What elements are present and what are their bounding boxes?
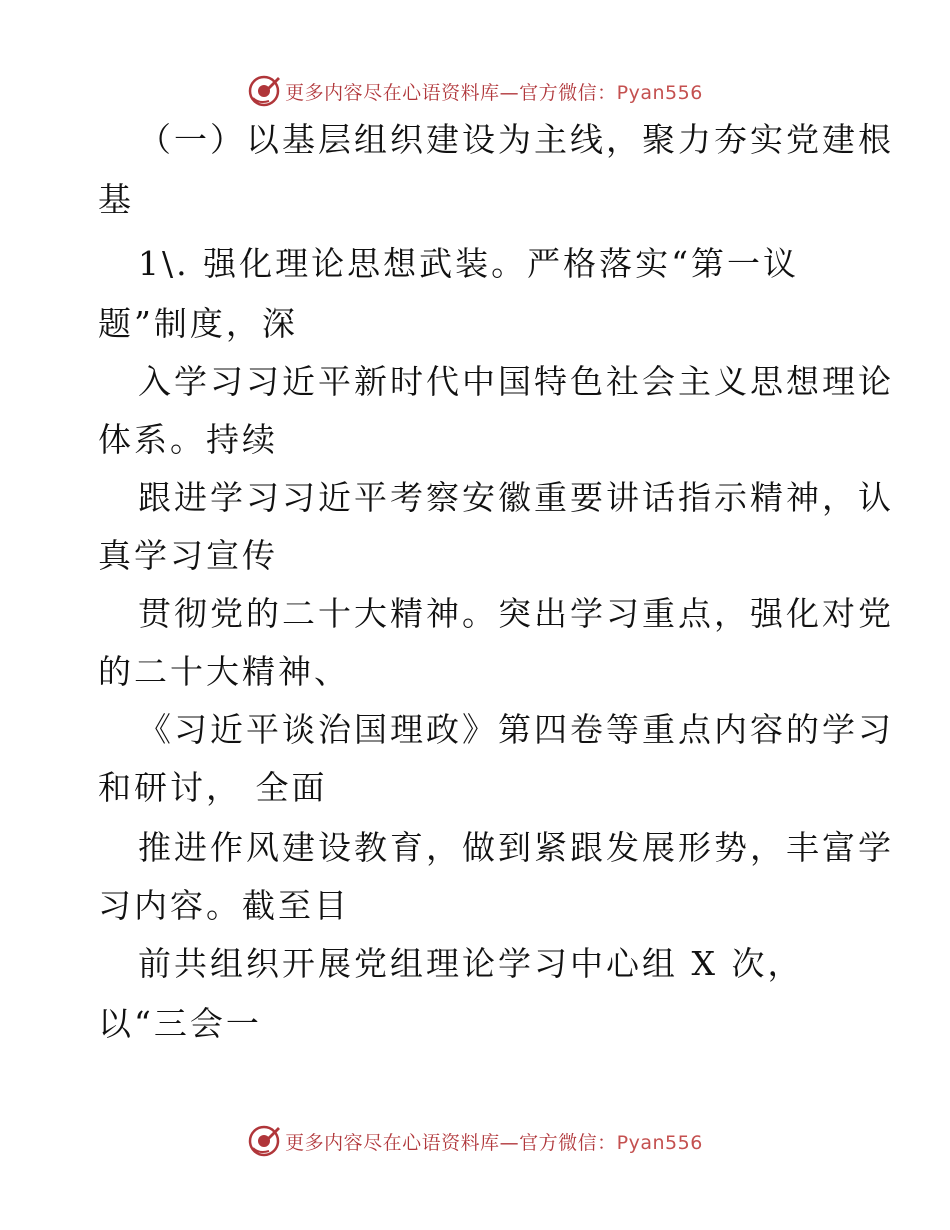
paragraph-line: 入学习习近平新时代中国特色社会主义思想理论 xyxy=(138,362,894,401)
watermark-text: 更多内容尽在心语资料库—官方微信： xyxy=(285,1131,617,1154)
paragraph-line: 跟进学习习近平考察安徽重要讲话指示精神，认 xyxy=(138,478,894,517)
paragraph-line: 题”制度，深 xyxy=(98,304,298,343)
footer-watermark xyxy=(0,1124,950,1158)
paragraph-line: 贯彻党的二十大精神。突出学习重点，强化对党 xyxy=(138,594,894,633)
watermark-wechat-id: Pyan556 xyxy=(616,1131,703,1154)
watermark-wechat-id: Pyan556 xyxy=(616,81,703,104)
pen-seal-icon xyxy=(247,74,281,108)
paragraph-line: 和研讨， 全面 xyxy=(98,768,328,807)
header-watermark xyxy=(0,74,950,108)
paragraph-line: 真学习宣传 xyxy=(98,536,278,575)
paragraph-line: 前共组织开展党组理论学习中心组 X 次， xyxy=(138,944,804,983)
paragraph-line: 1\. 强化理论思想武装。严格落实“第一议 xyxy=(138,244,799,283)
watermark-text: 更多内容尽在心语资料库—官方微信： xyxy=(285,81,617,104)
paragraph-line: 的二十大精神、 xyxy=(98,652,350,691)
pen-seal-icon xyxy=(247,1124,281,1158)
paragraph-line: 推进作风建设教育，做到紧跟发展形势，丰富学 xyxy=(138,828,894,867)
paragraph-line: 《习近平谈治国理政》第四卷等重点内容的学习 xyxy=(138,710,894,749)
section-heading-continued: 基 xyxy=(98,180,134,219)
paragraph-line: 体系。持续 xyxy=(98,420,278,459)
paragraph-line: 习内容。截至目 xyxy=(98,886,350,925)
section-heading: （一）以基层组织建设为主线，聚力夯实党建根 xyxy=(138,120,894,159)
paragraph-line: 以“三会一 xyxy=(98,1004,262,1043)
